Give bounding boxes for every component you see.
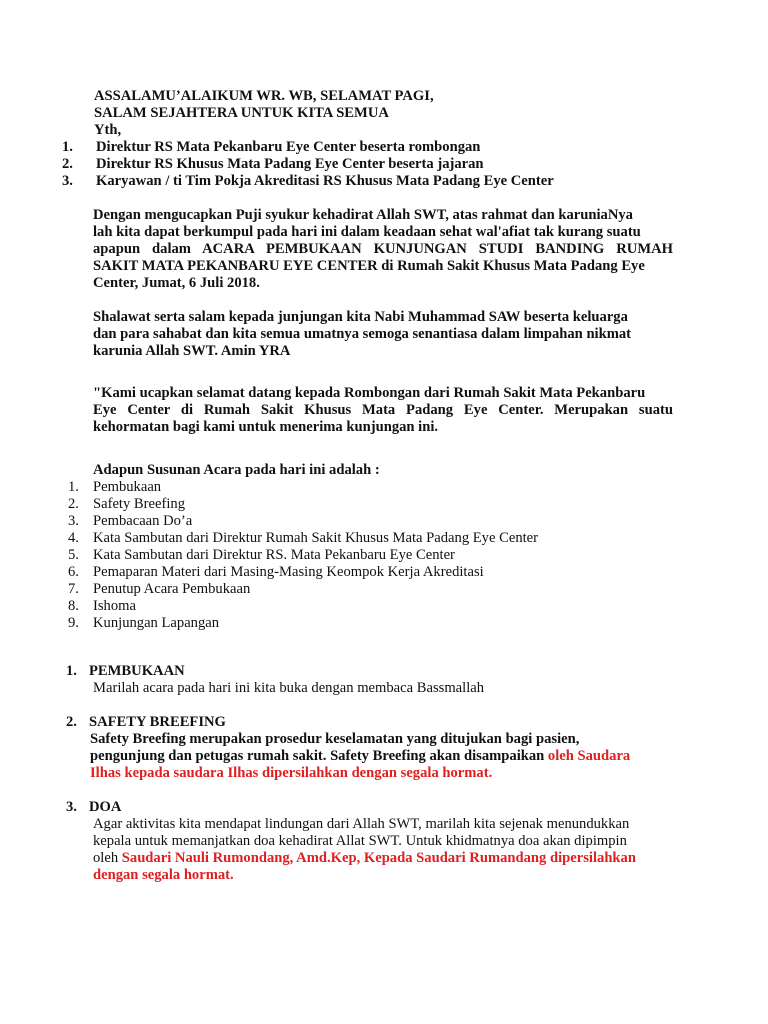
paragraph-line: Dengan mengucapkan Puji syukur kehadirat Allah SWT, atas rahmat dan karuniaNya (93, 207, 633, 223)
agenda-number: 7. (68, 581, 79, 597)
section-heading: PEMBUKAAN (89, 663, 185, 679)
agenda-number: 1. (68, 479, 79, 495)
greeting-yth: Yth, (94, 122, 122, 138)
addressee-number: 2. (62, 156, 73, 172)
highlighted-name: dengan segala hormat. (93, 867, 234, 883)
highlighted-name: Ilhas kepada saudara Ilhas dipersilahkan dengan segala hormat. (90, 765, 493, 781)
agenda-item: Safety Breefing (93, 496, 185, 512)
greeting-line-1: ASSALAMU’ALAIKUM WR. WB, SELAMAT PAGI, (94, 88, 434, 104)
paragraph-line: Shalawat serta salam kepada junjungan kita Nabi Muhammad SAW beserta keluarga (93, 309, 628, 325)
paragraph-line: lah kita dapat berkumpul pada hari ini dalam keadaan sehat wal'afiat tak kurang suatu (93, 224, 641, 240)
addressee-number: 3. (62, 173, 73, 189)
paragraph-line: "Kami ucapkan selamat datang kepada Rombongan dari Rumah Sakit Mata Pekanbaru (93, 385, 646, 401)
agenda-item: Pembacaan Do’a (93, 513, 193, 529)
section-heading: SAFETY BREEFING (89, 714, 226, 730)
highlighted-name: oleh Saudara (547, 748, 631, 764)
paragraph-line: dan para sahabat dan kita semua umatnya semoga senantiasa dalam limpahan nikmat (93, 326, 632, 342)
agenda-item: Kata Sambutan dari Direktur RS. Mata Pekanbaru Eye Center (93, 547, 455, 563)
agenda-item: Pembukaan (93, 479, 162, 495)
agenda-intro: Adapun Susunan Acara pada hari ini adalah : (93, 462, 380, 478)
paragraph-line: SAKIT MATA PEKANBARU EYE CENTER di Rumah Sakit Khusus Mata Padang Eye (93, 258, 645, 274)
addressee-item: Direktur RS Mata Pekanbaru Eye Center beserta rombongan (96, 139, 481, 155)
agenda-number: 4. (68, 530, 79, 546)
paragraph-line: Eye Center di Rumah Sakit Khusus Mata Padang Eye Center. Merupakan suatu (93, 402, 673, 418)
section-number: 1. (66, 663, 77, 679)
agenda-number: 8. (68, 598, 79, 614)
agenda-number: 2. (68, 496, 79, 512)
section-number: 2. (66, 714, 77, 730)
section-body: Safety Breefing merupakan prosedur keselamatan yang ditujukan bagi pasien, (90, 731, 580, 747)
paragraph-line: apapun dalam ACARA PEMBUKAAN KUNJUNGAN STUDI BANDING RUMAH (93, 241, 673, 257)
section-text: pengunjung dan petugas rumah sakit. Safety Breefing akan disampaikan (90, 748, 548, 764)
agenda-item: Kunjungan Lapangan (93, 615, 220, 631)
section-body (93, 850, 636, 867)
agenda-number: 3. (68, 513, 79, 529)
agenda-item: Penutup Acara Pembukaan (93, 581, 251, 597)
highlighted-name: Saudari Nauli Rumondang, Amd.Kep, Kepada Saudari Rumandang dipersilahkan (121, 850, 636, 866)
addressee-item: Karyawan / ti Tim Pokja Akreditasi RS Khusus Mata Padang Eye Center (96, 173, 554, 189)
agenda-item: Ishoma (93, 598, 136, 614)
addressee-item: Direktur RS Khusus Mata Padang Eye Center beserta jajaran (96, 156, 484, 172)
agenda-number: 6. (68, 564, 79, 580)
section-text: oleh (93, 850, 122, 866)
section-number: 3. (66, 799, 77, 815)
section-body: Marilah acara pada hari ini kita buka dengan membaca Bassmallah (93, 680, 485, 696)
greeting-line-2: SALAM SEJAHTERA UNTUK KITA SEMUA (94, 105, 389, 121)
agenda-number: 9. (68, 615, 79, 631)
section-body (90, 748, 630, 765)
paragraph-line: karunia Allah SWT. Amin YRA (93, 343, 291, 359)
agenda-item: Pemaparan Materi dari Masing-Masing Keompok Kerja Akreditasi (93, 564, 484, 580)
paragraph-line: Center, Jumat, 6 Juli 2018. (93, 275, 260, 291)
section-body: Agar aktivitas kita mendapat lindungan dari Allah SWT, marilah kita sejenak menundukkan (93, 816, 630, 832)
section-heading: DOA (89, 799, 122, 815)
agenda-item: Kata Sambutan dari Direktur Rumah Sakit Khusus Mata Padang Eye Center (93, 530, 539, 546)
section-body: kepala untuk memanjatkan doa kehadirat Allat SWT. Untuk khidmatnya doa akan dipimpin (93, 833, 627, 849)
paragraph-line: kehormatan bagi kami untuk menerima kunjungan ini. (93, 419, 439, 435)
addressee-number: 1. (62, 139, 73, 155)
agenda-number: 5. (68, 547, 79, 563)
